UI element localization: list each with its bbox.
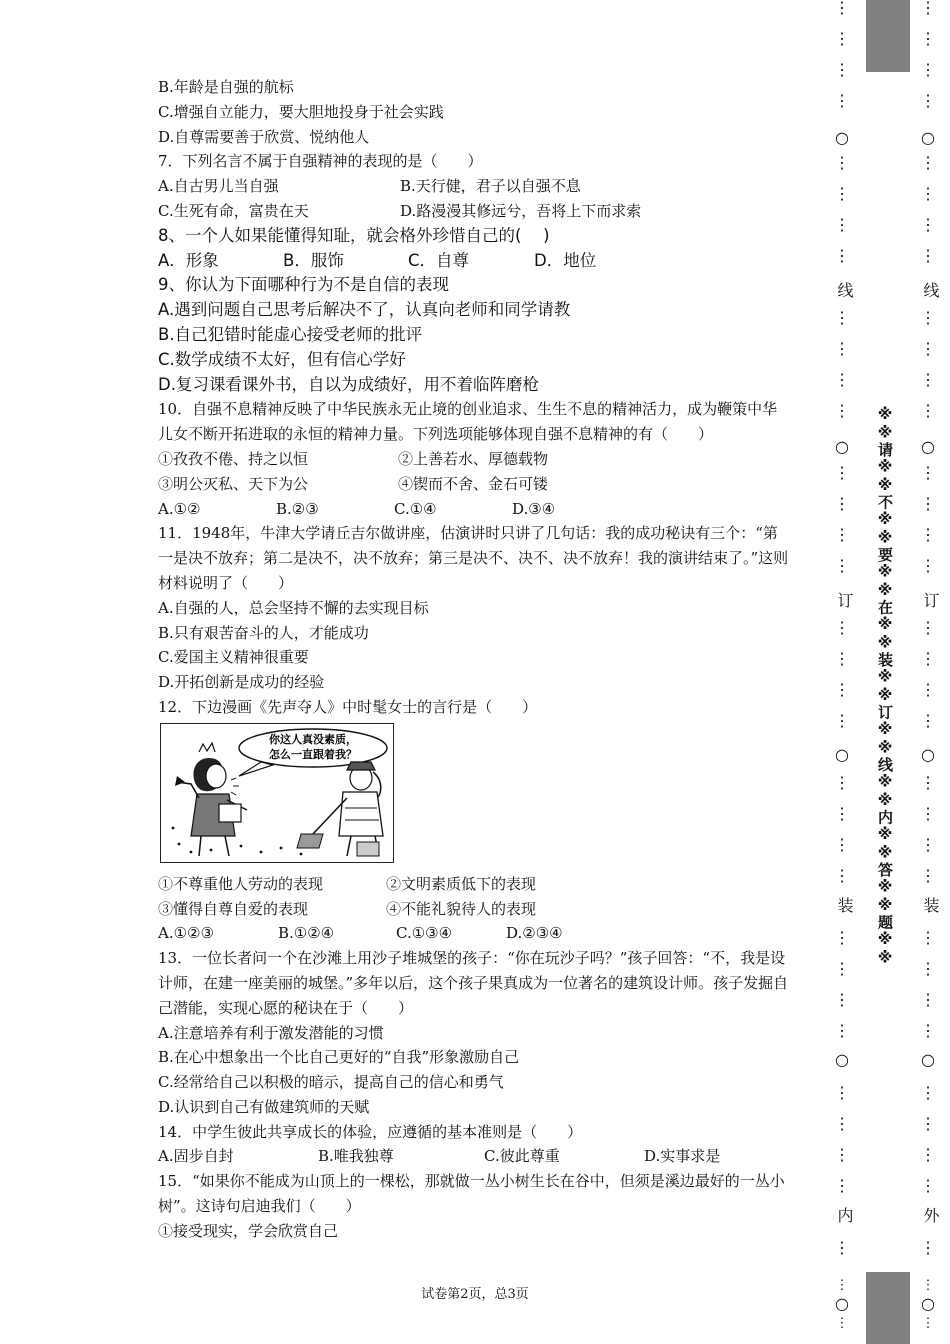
binding-dots: ⋮ xyxy=(920,60,936,79)
binding-dots: ⋮ xyxy=(834,866,850,885)
binding-label: 订 xyxy=(835,592,854,608)
binding-dots: ⋮ xyxy=(834,339,850,358)
margin-grey-block-bottom xyxy=(866,1272,910,1344)
binding-dots: ⋮ xyxy=(920,308,936,327)
q12-item-row xyxy=(158,897,790,922)
question-content xyxy=(158,75,790,1244)
binding-label: 装 xyxy=(921,897,940,913)
binding-circle: ○ xyxy=(921,437,935,456)
q9-option-a: A.遇到问题自己思考后解决不了，认真向老师和同学请教 xyxy=(158,300,571,320)
binding-circle: ○ xyxy=(921,745,935,764)
binding-dots: ⋮ xyxy=(920,618,936,637)
binding-dots: ⋮ xyxy=(834,618,850,637)
q13-option-c: C.经常给自己以积极的暗示，提高自己的信心和勇气 xyxy=(158,1073,504,1092)
binding-dots: ⋮ xyxy=(834,91,850,110)
binding-circle: ○ xyxy=(921,1294,935,1313)
option-line: C.增强自立能力，要大胆地投身于社会实践 xyxy=(158,102,444,121)
binding-dots: ⋮ xyxy=(920,928,936,947)
q10-item-3: ③明公灭私、天下为公 xyxy=(158,474,309,493)
question-10-stem: 10．自强不息精神反映了中华民族永无止境的创业追求、生生不息的精神活力，成为鞭策中华儿女不断开拓进取的永恒的精神力量。下列选项能够体现自强不息精神的有（ ） xyxy=(158,400,778,444)
binding-dots: ⋮ xyxy=(920,29,936,48)
q12-option-b: B.①②④ xyxy=(278,924,335,943)
q9-option-c: C.数学成绩不太好，但有信心学好 xyxy=(158,349,406,369)
binding-dots: ⋮ xyxy=(920,1021,936,1040)
option-line: B.年龄是自强的航标 xyxy=(158,78,294,96)
binding-dots: ⋮ xyxy=(834,463,850,482)
binding-line-inner xyxy=(832,0,852,1344)
option-line: D.自尊需要善于欣赏、悦纳他人 xyxy=(158,127,370,146)
binding-dots: ⋮ xyxy=(834,0,850,17)
binding-dots: ⋮ xyxy=(834,525,850,544)
binding-dots: ⋮ xyxy=(834,959,850,978)
binding-dots: ⋮ xyxy=(920,463,936,482)
binding-circle: ○ xyxy=(835,1294,849,1313)
binding-dots: ⋮ xyxy=(921,1316,935,1331)
binding-circle: ○ xyxy=(921,1050,935,1069)
q11-option-b: B.只有艰苦奋斗的人，才能成功 xyxy=(158,623,369,642)
q8-option-row xyxy=(158,249,790,274)
binding-dots: ⋮ xyxy=(920,525,936,544)
q10-option-b: B.②③ xyxy=(276,499,319,518)
binding-circle: ○ xyxy=(835,128,849,147)
q8-option-d: D．地位 xyxy=(534,250,597,270)
binding-dots: ⋮ xyxy=(920,990,936,1009)
binding-dots: ⋮ xyxy=(920,556,936,575)
binding-dots: ⋮ xyxy=(920,184,936,203)
q7-option-row xyxy=(158,174,790,199)
q10-option-a: A.①② xyxy=(158,499,201,518)
q9-option-d: D.复习课看课外书，自以为成绩好，用不着临阵磨枪 xyxy=(158,374,539,394)
margin-grey-block-top xyxy=(866,0,910,72)
page-footer: 试卷第2页，总3页 xyxy=(421,1287,529,1302)
binding-dots: ⋮ xyxy=(834,990,850,1009)
binding-dots: ⋮ xyxy=(920,0,936,17)
q10-option-d: D.③④ xyxy=(512,499,556,518)
binding-dots: ⋮ xyxy=(920,804,936,823)
q11-option-d: D.开拓创新是成功的经验 xyxy=(158,673,325,692)
binding-notice: ※※请※※不※※要※※在※※装※※订※※线※※内※※答※※题※※ xyxy=(876,405,894,967)
q11-option-c: C.爱国主义精神很重要 xyxy=(158,648,309,667)
q12-option-row xyxy=(158,921,790,946)
binding-dots: ⋮ xyxy=(920,1176,936,1195)
binding-dots: ⋮ xyxy=(834,928,850,947)
binding-dots: ⋮ xyxy=(920,246,936,265)
q14-option-a: A.固步自封 xyxy=(158,1147,234,1166)
binding-circle: ○ xyxy=(835,1050,849,1069)
q7-option-b: B.天行健，君子以自强不息 xyxy=(400,177,581,196)
q12-option-d: D.②③④ xyxy=(506,924,563,943)
binding-dots: ⋮ xyxy=(834,1176,850,1195)
q12-item-2: ②文明素质低下的表现 xyxy=(386,874,537,893)
binding-dots: ⋮ xyxy=(834,184,850,203)
q12-option-c: C.①③④ xyxy=(396,924,453,943)
q13-option-a: A.注意培养有利于激发潜能的习惯 xyxy=(158,1023,384,1042)
binding-dots: ⋮ xyxy=(834,494,850,513)
q13-option-b: B.在心中想象出一个比自己更好的“自我”形象激励自己 xyxy=(158,1048,520,1067)
question-12-stem: 12．下边漫画《先声夺人》中时髦女士的言行是（ ） xyxy=(158,697,538,716)
q8-option-a: A．形象 xyxy=(158,250,219,270)
binding-label: 外 xyxy=(921,1207,940,1223)
binding-circle: ○ xyxy=(835,745,849,764)
question-15-stem: 15．“如果你不能成为山顶上的一棵松，那就做一丛小树生长在谷中，但须是溪边最好的一丛小树”。这诗句启迪我们（ ） xyxy=(158,1172,785,1216)
q7-option-d: D.路漫漫其修远兮，吾将上下而求索 xyxy=(400,201,642,220)
binding-dots: ⋮ xyxy=(920,1238,936,1257)
binding-dots: ⋮ xyxy=(834,1021,850,1040)
binding-dots: ⋮ xyxy=(834,401,850,420)
binding-dots: ⋮ xyxy=(834,1114,850,1133)
q10-item-4: ④锲而不舍、金石可镂 xyxy=(398,474,549,493)
binding-dots: ⋮ xyxy=(920,835,936,854)
bubble-line-1: 你这人真没素质， xyxy=(269,732,357,746)
binding-label: 订 xyxy=(921,592,940,608)
binding-line-outer xyxy=(918,0,938,1344)
binding-dots: ⋮ xyxy=(920,1114,936,1133)
q12-option-a: A.①②③ xyxy=(158,924,214,943)
q7-option-row xyxy=(158,199,790,224)
binding-dots: ⋮ xyxy=(920,680,936,699)
binding-dots: ⋮ xyxy=(834,1145,850,1164)
q10-item-row xyxy=(158,472,790,497)
binding-dots: ⋮ xyxy=(920,959,936,978)
binding-dots: ⋮ xyxy=(834,556,850,575)
q7-option-c: C.生死有命，富贵在天 xyxy=(158,201,309,220)
binding-dots: ⋮ xyxy=(920,494,936,513)
binding-dots: ⋮ xyxy=(920,866,936,885)
binding-label: 内 xyxy=(835,1207,854,1223)
binding-dots: ⋮ xyxy=(835,1278,849,1293)
question-13-stem: 13．一位长者问一个在沙滩上用沙子堆城堡的孩子：“你在玩沙子吗？”孩子回答：“不，我是设计师，在建一座美丽的城堡。”多年以后，这个孩子果真成为一位著名的建筑设计师。孩子发掘自己潜能，实现心愿的秘诀在于（ ） xyxy=(158,949,789,1017)
binding-circle: ○ xyxy=(835,437,849,456)
q8-option-b: B．服饰 xyxy=(283,250,344,270)
q8-option-c: C．自尊 xyxy=(408,250,470,270)
cartoon-drawing xyxy=(161,724,393,862)
q12-item-4: ④不能礼貌待人的表现 xyxy=(386,899,537,918)
binding-dots: ⋮ xyxy=(834,804,850,823)
binding-dots: ⋮ xyxy=(920,339,936,358)
binding-dots: ⋮ xyxy=(834,29,850,48)
binding-dots: ⋮ xyxy=(920,773,936,792)
binding-dots: ⋮ xyxy=(834,60,850,79)
binding-dots: ⋮ xyxy=(920,649,936,668)
binding-dots: ⋮ xyxy=(920,401,936,420)
binding-dots: ⋮ xyxy=(834,711,850,730)
binding-dots: ⋮ xyxy=(834,246,850,265)
q12-item-row xyxy=(158,872,790,897)
binding-dots: ⋮ xyxy=(920,1083,936,1102)
binding-dots: ⋮ xyxy=(920,215,936,234)
binding-dots: ⋮ xyxy=(920,370,936,389)
binding-circle: ○ xyxy=(921,128,935,147)
q15-item-1: ①接受现实，学会欣赏自己 xyxy=(158,1221,339,1240)
binding-dots: ⋮ xyxy=(834,1083,850,1102)
binding-dots: ⋮ xyxy=(920,91,936,110)
binding-label: 线 xyxy=(921,282,940,298)
binding-dots: ⋮ xyxy=(920,711,936,730)
q14-option-d: D.实事求是 xyxy=(644,1147,721,1166)
q12-item-3: ③懂得自尊自爱的表现 xyxy=(158,899,309,918)
binding-dots: ⋮ xyxy=(834,680,850,699)
binding-dots: ⋮ xyxy=(834,153,850,172)
q12-item-1: ①不尊重他人劳动的表现 xyxy=(158,874,324,893)
binding-dots: ⋮ xyxy=(921,1278,935,1293)
question-9-stem: 9、你认为下面哪种行为不是自信的表现 xyxy=(158,275,449,295)
binding-dots: ⋮ xyxy=(834,649,850,668)
binding-dots: ⋮ xyxy=(835,1316,849,1331)
q13-option-d: D.认识到自己有做建筑师的天赋 xyxy=(158,1097,370,1116)
q9-option-b: B.自己犯错时能虚心接受老师的批评 xyxy=(158,324,423,344)
bubble-line-2: 怎么一直跟着我？ xyxy=(269,747,357,761)
binding-dots: ⋮ xyxy=(834,773,850,792)
q10-item-1: ①孜孜不倦、持之以恒 xyxy=(158,449,309,468)
q14-option-row xyxy=(158,1144,790,1169)
binding-dots: ⋮ xyxy=(834,370,850,389)
q10-option-row xyxy=(158,497,790,522)
binding-dots: ⋮ xyxy=(834,215,850,234)
q11-option-a: A.自强的人，总会坚持不懈的去实现目标 xyxy=(158,598,429,617)
q10-option-c: C.①④ xyxy=(394,499,437,518)
question-14-stem: 14．中学生彼此共享成长的体验，应遵循的基本准则是（ ） xyxy=(158,1122,583,1141)
q10-item-row xyxy=(158,447,790,472)
q14-option-b: B.唯我独尊 xyxy=(318,1147,394,1166)
q10-item-2: ②上善若水、厚德载物 xyxy=(398,449,549,468)
binding-dots: ⋮ xyxy=(834,308,850,327)
q7-option-a: A.自古男儿当自强 xyxy=(158,177,279,196)
binding-label: 装 xyxy=(835,897,854,913)
cartoon-image xyxy=(160,723,394,863)
q14-option-c: C.彼此尊重 xyxy=(484,1147,560,1166)
question-8-stem: 8、一个人如果能懂得知耻，就会格外珍惜自己的( ) xyxy=(158,225,550,245)
question-11-stem: 11．1948年，牛津大学请丘吉尔做讲座，估演讲时只讲了几句话：我的成功秘诀有三个：“第一是决不放弃；第二是决不，决不放弃；第三是决不、决不、决不放弃！我的演讲结束了。”这则材料说明了（ ） xyxy=(158,524,789,592)
binding-dots: ⋮ xyxy=(920,153,936,172)
binding-label: 线 xyxy=(835,282,854,298)
binding-dots: ⋮ xyxy=(834,1238,850,1257)
question-7-stem: 7．下列名言不属于自强精神的表现的是（ ） xyxy=(158,152,483,171)
binding-dots: ⋮ xyxy=(834,835,850,854)
binding-dots: ⋮ xyxy=(920,1145,936,1164)
